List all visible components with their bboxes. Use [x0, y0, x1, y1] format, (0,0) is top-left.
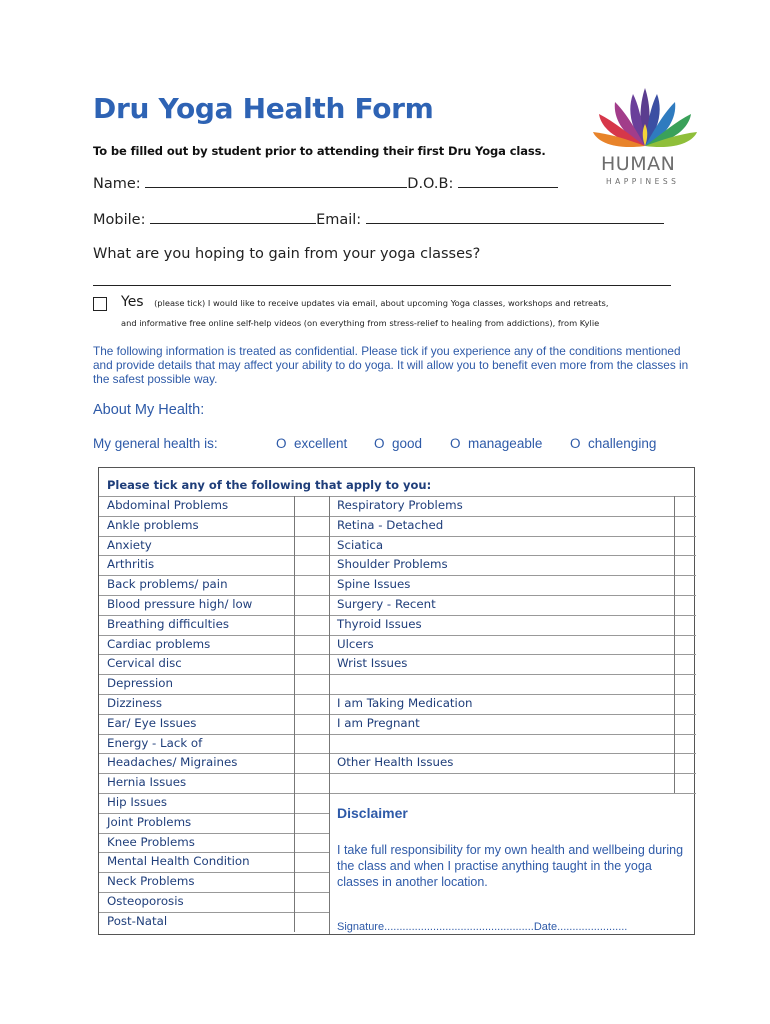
condition-checkbox[interactable] [674, 674, 695, 694]
conditions-table [98, 467, 695, 935]
about-heading: About My Health: [93, 402, 205, 418]
condition-label: Wrist Issues [337, 656, 408, 671]
condition-label: Other Health Issues [337, 755, 454, 770]
condition-checkbox[interactable] [674, 753, 695, 773]
column-divider [674, 496, 675, 793]
radio-icon: O [570, 436, 581, 451]
condition-checkbox[interactable] [294, 694, 329, 714]
condition-label: Ulcers [337, 636, 374, 651]
condition-checkbox[interactable] [674, 536, 695, 556]
condition-checkbox[interactable] [674, 516, 695, 536]
newsletter-row [121, 293, 608, 311]
condition-checkbox[interactable] [294, 674, 329, 694]
condition-checkbox[interactable] [294, 654, 329, 674]
condition-checkbox[interactable] [294, 753, 329, 773]
mobile-field[interactable] [150, 210, 316, 224]
condition-label: Surgery - Recent [337, 597, 436, 611]
name-label: Name: [93, 176, 141, 192]
name-field[interactable] [145, 174, 407, 188]
dob-label: D.O.B: [407, 176, 454, 192]
radio-icon: O [374, 436, 385, 451]
condition-label: Thyroid Issues [337, 616, 422, 631]
option-manageable[interactable]: O manageable [450, 436, 543, 451]
row-divider [329, 516, 696, 517]
condition-checkbox[interactable] [674, 654, 695, 674]
condition-label: Back problems/ pain [107, 577, 228, 592]
condition-label: Blood pressure high/ low [107, 597, 253, 611]
newsletter-checkbox[interactable] [93, 297, 107, 311]
hoping-answer-field[interactable] [93, 285, 671, 286]
condition-checkbox[interactable] [294, 516, 329, 536]
column-divider [329, 496, 330, 934]
row-divider [329, 555, 696, 556]
row-divider [329, 536, 696, 537]
condition-label: Shoulder Problems [337, 557, 448, 572]
condition-checkbox[interactable] [674, 496, 695, 516]
condition-label: Anxiety [107, 537, 152, 552]
condition-checkbox[interactable] [294, 813, 329, 833]
condition-checkbox[interactable] [674, 635, 695, 655]
condition-checkbox[interactable] [674, 714, 695, 734]
condition-checkbox[interactable] [294, 912, 329, 932]
condition-label: Cervical disc [107, 656, 182, 671]
condition-label: Hernia Issues [107, 775, 187, 790]
row-divider [329, 714, 696, 715]
mobile-label: Mobile: [93, 212, 146, 228]
condition-checkbox[interactable] [294, 714, 329, 734]
newsletter-line1: (please tick) I would like to receive updates via email, about upcoming Yoga classes, workshops and retreats, [154, 298, 609, 308]
condition-checkbox[interactable] [674, 694, 695, 714]
row-divider [329, 734, 696, 735]
row-divider [329, 575, 696, 576]
condition-label: Hip Issues [107, 795, 168, 809]
option-challenging[interactable]: O challenging [570, 436, 657, 451]
mobile-email-row [93, 210, 664, 228]
condition-checkbox[interactable] [674, 615, 695, 635]
condition-label: Headaches/ Migraines [107, 755, 238, 770]
email-field[interactable] [366, 210, 664, 224]
disclaimer-body: I take full responsibility for my own health and wellbeing during the class and when I practise anything taught in the yoga classes in another location. [337, 843, 684, 889]
condition-label: Respiratory Problems [337, 498, 463, 512]
condition-checkbox[interactable] [294, 595, 329, 615]
confidential-text: The following information is treated as confidential. Please tick if you experience any of the conditions mentioned and provide details that may affect your ability to do yoga. It will allow you to benefit even more from the classes in the safest possible way. [93, 344, 689, 386]
condition-checkbox[interactable] [294, 496, 329, 516]
condition-label: Abdominal Problems [107, 498, 229, 512]
condition-label: Cardiac problems [107, 636, 211, 651]
condition-checkbox[interactable] [294, 892, 329, 912]
table-divider [99, 496, 696, 497]
condition-label: Post-Natal [107, 913, 168, 928]
condition-checkbox[interactable] [294, 536, 329, 556]
condition-checkbox[interactable] [294, 773, 329, 793]
condition-checkbox[interactable] [674, 734, 695, 754]
condition-label: I am Taking Medication [337, 696, 473, 710]
condition-label: Joint Problems [107, 814, 192, 829]
condition-checkbox[interactable] [294, 872, 329, 892]
dob-field[interactable] [458, 174, 558, 188]
logo-name: HUMAN [601, 153, 676, 175]
condition-checkbox[interactable] [294, 793, 329, 813]
condition-label: Osteoporosis [107, 894, 184, 908]
table-heading: Please tick any of the following that apply to you: [107, 478, 432, 492]
condition-label: Spine Issues [337, 577, 411, 592]
option-good[interactable]: O good [374, 436, 423, 451]
disclaimer-title: Disclaimer [337, 805, 408, 821]
condition-label: Mental Health Condition [107, 854, 250, 869]
condition-label: Knee Problems [107, 834, 195, 849]
row-divider [329, 654, 696, 655]
condition-label: Ankle problems [107, 517, 199, 532]
condition-label: Retina - Detached [337, 517, 444, 532]
condition-label: Dizziness [107, 696, 163, 710]
row-divider [329, 694, 696, 695]
row-divider [329, 635, 696, 636]
condition-label: I am Pregnant [337, 715, 420, 730]
general-health-label: My general health is: [93, 436, 218, 451]
yes-label: Yes [121, 294, 144, 310]
row-divider [329, 753, 696, 754]
condition-checkbox[interactable] [294, 575, 329, 595]
condition-checkbox[interactable] [294, 555, 329, 575]
row-divider [329, 674, 696, 675]
signature-line[interactable]: Signature.................................................Date....................... [337, 921, 628, 933]
newsletter-line2: and informative free online self-help videos (on everything from stress-relief to healing from addictions), from Kylie [121, 318, 600, 328]
condition-label: Ear/ Eye Issues [107, 715, 197, 730]
form-title: Dru Yoga Health Form [93, 92, 434, 125]
radio-icon: O [450, 436, 461, 451]
condition-label: Energy - Lack of [107, 735, 203, 750]
radio-icon: O [276, 436, 287, 451]
logo-tagline: HAPPINESS [606, 177, 680, 186]
hoping-question: What are you hoping to gain from your yoga classes? [93, 246, 481, 262]
row-divider [329, 615, 696, 616]
row-divider [329, 773, 696, 774]
option-excellent[interactable]: O excellent [276, 436, 348, 451]
condition-checkbox[interactable] [294, 615, 329, 635]
condition-checkbox[interactable] [294, 833, 329, 853]
form-subtitle: To be filled out by student prior to attending their first Dru Yoga class. [93, 144, 546, 158]
row-divider [329, 793, 696, 794]
condition-label: Depression [107, 676, 173, 691]
condition-checkbox[interactable] [294, 635, 329, 655]
condition-checkbox[interactable] [294, 734, 329, 754]
name-dob-row [93, 174, 558, 192]
condition-label: Arthritis [107, 557, 155, 572]
email-label: Email: [316, 212, 362, 228]
column-divider [294, 496, 295, 932]
lotus-icon [593, 84, 697, 154]
condition-label: Breathing difficulties [107, 616, 229, 631]
condition-checkbox[interactable] [674, 773, 695, 793]
condition-label: Sciatica [337, 537, 384, 552]
row-divider [329, 595, 696, 596]
condition-checkbox[interactable] [294, 852, 329, 872]
condition-checkbox[interactable] [674, 555, 695, 575]
condition-checkbox[interactable] [674, 595, 695, 615]
condition-label: Neck Problems [107, 874, 195, 889]
condition-checkbox[interactable] [674, 575, 695, 595]
